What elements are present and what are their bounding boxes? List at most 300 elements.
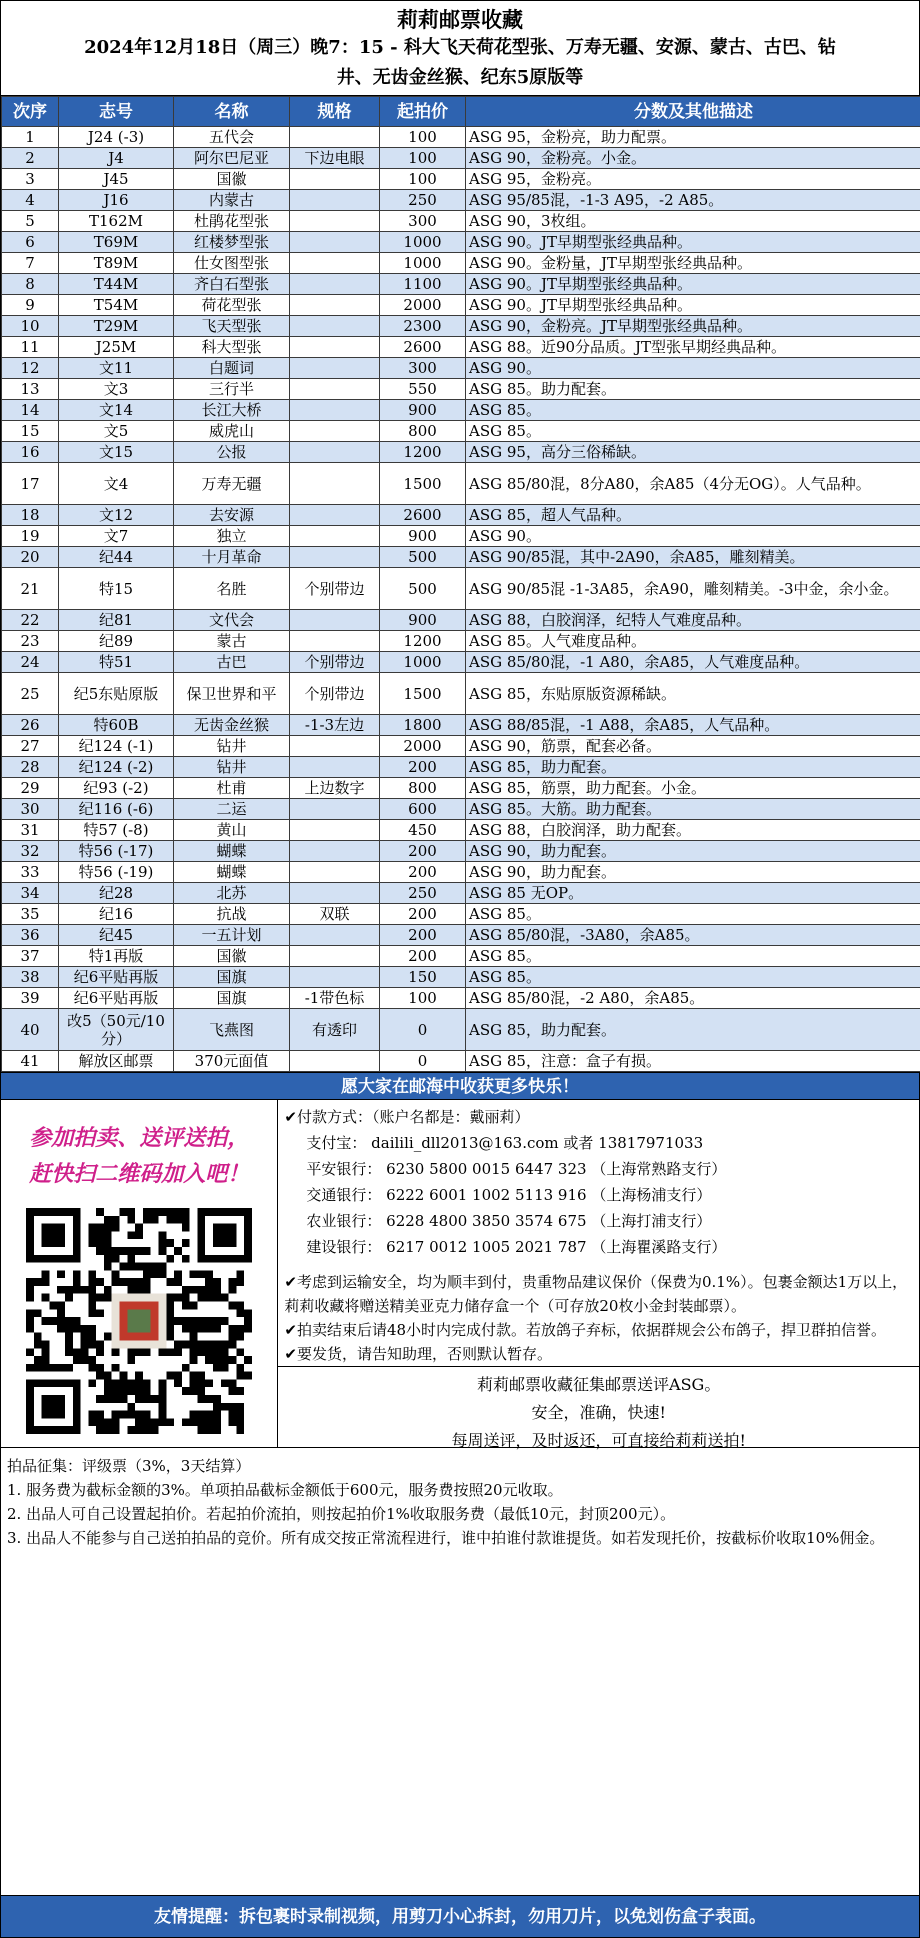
lot-number: 22: [2, 610, 59, 631]
stamp-name: 钻井: [174, 736, 290, 757]
lot-number: 18: [2, 505, 59, 526]
start-price: 100: [380, 127, 466, 148]
stamp-code: J24 (-3): [59, 127, 174, 148]
lot-description: ASG 90。: [466, 526, 920, 547]
table-row: [2, 505, 920, 526]
table-row: [2, 946, 920, 967]
stamp-code: 特60B: [59, 715, 174, 736]
lot-description: ASG 90/85混，其中-2A90，余A85，雕刻精美。: [466, 547, 920, 568]
stamp-name: 齐白石型张: [174, 274, 290, 295]
stamp-spec: [290, 169, 380, 190]
lot-description: ASG 90。JT早期型张经典品种。: [466, 295, 920, 316]
payment-panel: [278, 1100, 919, 1450]
start-price: 900: [380, 610, 466, 631]
footer-reminder: 友情提醒：拆包裹时录制视频，用剪刀小心拆封，勿用刀片，以免划伤盒子表面。: [1, 1895, 919, 1937]
lot-number: 19: [2, 526, 59, 547]
stamp-spec: [290, 211, 380, 232]
stamp-spec: [290, 463, 380, 505]
lot-number: 10: [2, 316, 59, 337]
stamp-name: 红楼梦型张: [174, 232, 290, 253]
lot-description: ASG 85，注意：盒子有损。: [466, 1051, 920, 1072]
bank-line: 农业银行： 6228 4800 3850 3574 675 （上海打浦支行）: [306, 1212, 712, 1230]
payment-heading: ✔付款方式：（账户名都是：戴丽莉）: [284, 1108, 530, 1126]
start-price: 250: [380, 190, 466, 211]
stamp-code: 纪93 (-2): [59, 778, 174, 799]
start-price: 1500: [380, 673, 466, 715]
stamp-name: 三行半: [174, 379, 290, 400]
lot-number: 16: [2, 442, 59, 463]
collect-line-3: 每周送评，及时返还，可直接给莉莉送拍!: [451, 1431, 746, 1450]
start-price: 2000: [380, 295, 466, 316]
stamp-code: 特56 (-19): [59, 862, 174, 883]
stamp-spec: [290, 631, 380, 652]
collect-line-2: 安全，准确，快速!: [531, 1403, 666, 1422]
stamp-name: 一五计划: [174, 925, 290, 946]
table-header-row: [2, 97, 920, 127]
table-row: [2, 925, 920, 946]
table-row: [2, 316, 920, 337]
stamp-code: 纪81: [59, 610, 174, 631]
lot-description: ASG 85。: [466, 400, 920, 421]
table-row: [2, 673, 920, 715]
lot-description: ASG 85。: [466, 421, 920, 442]
lot-number: 33: [2, 862, 59, 883]
start-price: 0: [380, 1051, 466, 1072]
lot-number: 15: [2, 421, 59, 442]
lot-number: 28: [2, 757, 59, 778]
lot-number: 4: [2, 190, 59, 211]
stamp-name: 飞燕图: [174, 1009, 290, 1051]
lot-number: 40: [2, 1009, 59, 1051]
stamp-spec: [290, 316, 380, 337]
lot-number: 26: [2, 715, 59, 736]
stamp-code: 文3: [59, 379, 174, 400]
start-price: 1800: [380, 715, 466, 736]
note-dispatch: ✔要发货，请告知助理，否则默认暂存。: [284, 1345, 552, 1363]
col-header-spec: 规格: [290, 97, 380, 127]
stamp-spec: [290, 232, 380, 253]
stamp-code: 纪5东贴原版: [59, 673, 174, 715]
stamp-spec: [290, 505, 380, 526]
stamp-code: T162M: [59, 211, 174, 232]
table-row: [2, 547, 920, 568]
stamp-spec: [290, 400, 380, 421]
stamp-spec: -1带色标: [290, 988, 380, 1009]
stamp-spec: 个别带边: [290, 673, 380, 715]
promo-panel: [1, 1100, 278, 1447]
stamp-spec: [290, 946, 380, 967]
lot-description: ASG 90。JT早期型张经典品种。: [466, 274, 920, 295]
start-price: 200: [380, 862, 466, 883]
stamp-name: 独立: [174, 526, 290, 547]
stamp-code: 纪44: [59, 547, 174, 568]
lot-number: 32: [2, 841, 59, 862]
lot-number: 23: [2, 631, 59, 652]
start-price: 1100: [380, 274, 466, 295]
lot-description: ASG 88，白胶润泽，纪特人气难度品种。: [466, 610, 920, 631]
lot-description: ASG 85/80混，8分A80，余A85（4分无OG）。人气品种。: [466, 463, 920, 505]
stamp-name: 保卫世界和平: [174, 673, 290, 715]
table-row: [2, 274, 920, 295]
start-price: 600: [380, 799, 466, 820]
lot-number: 8: [2, 274, 59, 295]
stamp-name: 国旗: [174, 988, 290, 1009]
stamp-name: 去安源: [174, 505, 290, 526]
lot-description: ASG 85，超人气品种。: [466, 505, 920, 526]
table-row: [2, 148, 920, 169]
lot-number: 29: [2, 778, 59, 799]
lot-description: ASG 85。大筋。助力配套。: [466, 799, 920, 820]
start-price: 150: [380, 967, 466, 988]
qr-code-icon[interactable]: [26, 1208, 252, 1434]
lot-description: ASG 85，东贴原版资源稀缺。: [466, 673, 920, 715]
stamp-spec: [290, 127, 380, 148]
stamp-spec: [290, 274, 380, 295]
lot-description: ASG 85 无OP。: [466, 883, 920, 904]
stamp-code: 纪116 (-6): [59, 799, 174, 820]
start-price: 100: [380, 169, 466, 190]
lot-description: ASG 85，筋票，助力配套。小金。: [466, 778, 920, 799]
stamp-code: T29M: [59, 316, 174, 337]
stamp-spec: 下边电眼: [290, 148, 380, 169]
lot-number: 11: [2, 337, 59, 358]
col-header-desc: 分数及其他描述: [466, 97, 920, 127]
table-row: [2, 526, 920, 547]
table-row: [2, 442, 920, 463]
stamp-code: 改5（50元/10分）: [59, 1009, 174, 1051]
lot-number: 38: [2, 967, 59, 988]
lot-number: 5: [2, 211, 59, 232]
table-row: [2, 379, 920, 400]
start-price: 550: [380, 379, 466, 400]
start-price: 2000: [380, 736, 466, 757]
stamp-name: 蝴蝶: [174, 841, 290, 862]
table-row: [2, 358, 920, 379]
table-row: [2, 211, 920, 232]
table-row: [2, 778, 920, 799]
lot-number: 7: [2, 253, 59, 274]
stamp-spec: [290, 526, 380, 547]
stamp-code: T89M: [59, 253, 174, 274]
stamp-name: 北苏: [174, 883, 290, 904]
stamp-spec: [290, 337, 380, 358]
stamp-code: 文4: [59, 463, 174, 505]
lot-number: 34: [2, 883, 59, 904]
lot-number: 14: [2, 400, 59, 421]
stamp-code: 特1再版: [59, 946, 174, 967]
table-row: [2, 421, 920, 442]
lot-description: ASG 90。: [466, 358, 920, 379]
collect-line-1: 莉莉邮票收藏征集邮票送评ASG。: [477, 1375, 721, 1394]
lot-description: ASG 85，助力配套。: [466, 1009, 920, 1051]
start-price: 250: [380, 883, 466, 904]
table-row: [2, 988, 920, 1009]
stamp-code: 特56 (-17): [59, 841, 174, 862]
lot-number: 3: [2, 169, 59, 190]
stamp-name: 蒙古: [174, 631, 290, 652]
col-header-code: 志号: [59, 97, 174, 127]
lot-description: ASG 85。: [466, 967, 920, 988]
start-price: 0: [380, 1009, 466, 1051]
lot-number: 25: [2, 673, 59, 715]
stamp-spec: [290, 610, 380, 631]
stamp-name: 国徽: [174, 169, 290, 190]
stamp-spec: [290, 820, 380, 841]
lot-description: ASG 90。JT早期型张经典品种。: [466, 232, 920, 253]
lot-description: ASG 90，3枚组。: [466, 211, 920, 232]
table-row: [2, 400, 920, 421]
stamp-name: 钻井: [174, 757, 290, 778]
stamp-code: 文12: [59, 505, 174, 526]
promo-line-1: 参加拍卖、送评送拍，: [29, 1125, 250, 1151]
stamp-spec: [290, 883, 380, 904]
lot-description: ASG 85/80混，-2 A80，余A85。: [466, 988, 920, 1009]
stamp-code: 特57 (-8): [59, 820, 174, 841]
alipay-line: 支付宝： dailili_dll2013@163.com 或者 13817971033: [306, 1134, 704, 1152]
stamp-spec: [290, 736, 380, 757]
lot-description: ASG 95/85混，-1-3 A95，-2 A85。: [466, 190, 920, 211]
stamp-spec: [290, 967, 380, 988]
col-header-no: 次序: [2, 97, 59, 127]
stamp-code: 特15: [59, 568, 174, 610]
rule-item: 3. 出品人不能参与自己送拍拍品的竞价。所有成交按正常流程进行，谁中拍谁付款谁提货。如若发现托价，按截标价收取10%佣金。: [7, 1529, 885, 1547]
stamp-spec: [290, 421, 380, 442]
table-row: [2, 610, 920, 631]
stamp-name: 荷花型张: [174, 295, 290, 316]
stamp-code: 特51: [59, 652, 174, 673]
bank-line: 平安银行： 6230 5800 0015 6447 323 （上海常熟路支行）: [306, 1160, 727, 1178]
stamp-spec: [290, 841, 380, 862]
payment-info: [278, 1100, 919, 1260]
stamp-spec: [290, 547, 380, 568]
table-row: [2, 169, 920, 190]
start-price: 1000: [380, 253, 466, 274]
stamp-name: 十月革命: [174, 547, 290, 568]
stamp-code: 文7: [59, 526, 174, 547]
stamp-spec: [290, 253, 380, 274]
stamp-spec: [290, 358, 380, 379]
stamp-spec: 个别带边: [290, 652, 380, 673]
lot-description: ASG 90，筋票，配套必备。: [466, 736, 920, 757]
start-price: 1200: [380, 631, 466, 652]
table-row: [2, 757, 920, 778]
lot-description: ASG 95，金粉亮，助力配票。: [466, 127, 920, 148]
start-price: 200: [380, 946, 466, 967]
table-row: [2, 127, 920, 148]
table-row: [2, 967, 920, 988]
stamp-code: J45: [59, 169, 174, 190]
note-payment-deadline: ✔拍卖结束后请48小时内完成付款。若放鸽子弃标，依据群规会公布鸽子，捍卫群拍信誉。: [284, 1321, 887, 1339]
stamp-name: 370元面值: [174, 1051, 290, 1072]
table-row: [2, 568, 920, 610]
start-price: 900: [380, 526, 466, 547]
lot-number: 35: [2, 904, 59, 925]
promo-line-2: 赶快扫二维码加入吧！: [29, 1161, 250, 1187]
start-price: 200: [380, 904, 466, 925]
lot-description: ASG 85。: [466, 904, 920, 925]
stamp-name: 抗战: [174, 904, 290, 925]
start-price: 300: [380, 211, 466, 232]
stamp-code: T69M: [59, 232, 174, 253]
lot-number: 39: [2, 988, 59, 1009]
lot-number: 9: [2, 295, 59, 316]
stamp-name: 古巴: [174, 652, 290, 673]
stamp-spec: [290, 757, 380, 778]
stamp-spec: -1-3左边: [290, 715, 380, 736]
stamp-name: 无齿金丝猴: [174, 715, 290, 736]
lot-description: ASG 90，金粉亮。JT早期型张经典品种。: [466, 316, 920, 337]
lot-number: 12: [2, 358, 59, 379]
start-price: 800: [380, 421, 466, 442]
stamp-code: T44M: [59, 274, 174, 295]
stamp-code: 纪124 (-2): [59, 757, 174, 778]
start-price: 200: [380, 925, 466, 946]
lot-number: 17: [2, 463, 59, 505]
stamp-code: 文5: [59, 421, 174, 442]
table-row: [2, 295, 920, 316]
lot-number: 1: [2, 127, 59, 148]
table-row: [2, 841, 920, 862]
start-price: 300: [380, 358, 466, 379]
start-price: 1000: [380, 232, 466, 253]
stamp-code: J25M: [59, 337, 174, 358]
start-price: 500: [380, 547, 466, 568]
start-price: 450: [380, 820, 466, 841]
lot-description: ASG 85。人气难度品种。: [466, 631, 920, 652]
lot-description: ASG 85。: [466, 946, 920, 967]
bank-line: 建设银行： 6217 0012 1005 2021 787 （上海瞿溪路支行）: [306, 1238, 727, 1256]
stamp-spec: 上边数字: [290, 778, 380, 799]
stamp-code: 文15: [59, 442, 174, 463]
lot-description: ASG 90。金粉量，JT早期型张经典品种。: [466, 253, 920, 274]
table-row: [2, 820, 920, 841]
table-row: [2, 1009, 920, 1051]
table-row: [2, 862, 920, 883]
stamp-code: 文11: [59, 358, 174, 379]
lot-description: ASG 90，助力配套。: [466, 841, 920, 862]
lot-description: ASG 85。助力配套。: [466, 379, 920, 400]
stamp-code: J16: [59, 190, 174, 211]
lot-description: ASG 95，金粉亮。: [466, 169, 920, 190]
table-row: [2, 232, 920, 253]
lot-number: 37: [2, 946, 59, 967]
page-title: 莉莉邮票收藏: [397, 7, 523, 32]
start-price: 1500: [380, 463, 466, 505]
shipping-notes: [278, 1260, 919, 1366]
col-header-name: 名称: [174, 97, 290, 127]
stamp-spec: 双联: [290, 904, 380, 925]
banner: 愿大家在邮海中收获更多快乐！: [1, 1072, 919, 1100]
stamp-name: 五代会: [174, 127, 290, 148]
lot-number: 41: [2, 1051, 59, 1072]
stamp-name: 杜甫: [174, 778, 290, 799]
lot-number: 27: [2, 736, 59, 757]
lot-description: ASG 90，金粉亮。小金。: [466, 148, 920, 169]
stamp-name: 威虎山: [174, 421, 290, 442]
lot-number: 6: [2, 232, 59, 253]
lot-table: [1, 96, 920, 1072]
lot-number: 31: [2, 820, 59, 841]
stamp-name: 仕女图型张: [174, 253, 290, 274]
table-row: [2, 904, 920, 925]
stamp-spec: [290, 1051, 380, 1072]
start-price: 900: [380, 400, 466, 421]
stamp-spec: [290, 442, 380, 463]
stamp-name: 黄山: [174, 820, 290, 841]
lot-number: 21: [2, 568, 59, 610]
start-price: 100: [380, 988, 466, 1009]
table-row: [2, 736, 920, 757]
table-row: [2, 631, 920, 652]
stamp-spec: 有透印: [290, 1009, 380, 1051]
lot-table-body: [2, 127, 920, 1072]
table-row: [2, 883, 920, 904]
lot-number: 20: [2, 547, 59, 568]
start-price: 200: [380, 841, 466, 862]
stamp-spec: [290, 190, 380, 211]
rule-item: 2. 出品人可自己设置起拍价。若起拍价流拍，则按起拍价1%收取服务费（最低10元，封顶200元）。: [7, 1505, 676, 1523]
stamp-name: 蝴蝶: [174, 862, 290, 883]
stamp-code: 纪6平贴再版: [59, 967, 174, 988]
lot-number: 24: [2, 652, 59, 673]
stamp-name: 文代会: [174, 610, 290, 631]
stamp-code: J4: [59, 148, 174, 169]
lot-number: 2: [2, 148, 59, 169]
lot-description: ASG 85，助力配套。: [466, 757, 920, 778]
stamp-code: 文14: [59, 400, 174, 421]
start-price: 500: [380, 568, 466, 610]
table-row: [2, 253, 920, 274]
stamp-code: 解放区邮票: [59, 1051, 174, 1072]
table-row: [2, 715, 920, 736]
stamp-code: 纪28: [59, 883, 174, 904]
bank-line: 交通银行： 6222 6001 1002 5113 916 （上海杨浦支行）: [306, 1186, 712, 1204]
stamp-code: 纪16: [59, 904, 174, 925]
stamp-name: 杜鹃花型张: [174, 211, 290, 232]
table-row: [2, 799, 920, 820]
lot-description: ASG 90，助力配套。: [466, 862, 920, 883]
stamp-code: T54M: [59, 295, 174, 316]
rules-heading: 拍品征集：评级票（3%，3天结算）: [7, 1457, 251, 1475]
table-row: [2, 463, 920, 505]
start-price: 1000: [380, 652, 466, 673]
stamp-name: 国旗: [174, 967, 290, 988]
lot-number: 30: [2, 799, 59, 820]
start-price: 100: [380, 148, 466, 169]
stamp-name: 白题词: [174, 358, 290, 379]
stamp-code: 纪89: [59, 631, 174, 652]
lot-description: ASG 85/80混，-1 A80，余A85，人气难度品种。: [466, 652, 920, 673]
consignment-rules: [1, 1448, 919, 1626]
stamp-code: 纪45: [59, 925, 174, 946]
subtitle-line-2: 井、无齿金丝猴、纪东5原版等: [336, 67, 584, 88]
subtitle-line-1: 2024年12月18日（周三）晚7：15 - 科大飞天荷花型张、万寿无疆、安源、蒙古、古巴、钻: [84, 37, 836, 58]
lot-number: 36: [2, 925, 59, 946]
start-price: 2600: [380, 337, 466, 358]
start-price: 1200: [380, 442, 466, 463]
col-header-price: 起拍价: [380, 97, 466, 127]
stamp-name: 长江大桥: [174, 400, 290, 421]
rule-item: 1. 服务费为截标金额的3%。单项拍品截标金额低于600元，服务费按照20元收取。: [7, 1481, 563, 1499]
lot-description: ASG 88。近90分品质。JT型张早期经典品种。: [466, 337, 920, 358]
collect-box: [278, 1366, 919, 1454]
stamp-name: 万寿无疆: [174, 463, 290, 505]
stamp-code: 纪6平贴再版: [59, 988, 174, 1009]
stamp-spec: [290, 295, 380, 316]
start-price: 2600: [380, 505, 466, 526]
lot-number: 13: [2, 379, 59, 400]
lot-description: ASG 95，高分三俗稀缺。: [466, 442, 920, 463]
